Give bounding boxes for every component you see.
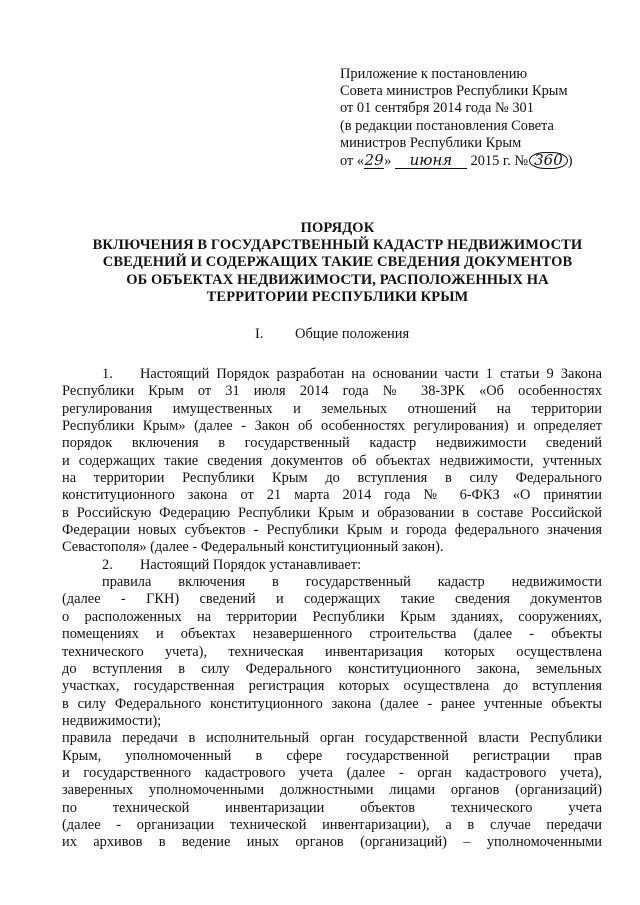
handwritten-month: июня (395, 153, 467, 169)
text-line: участках, государственная регистрация которых осуществлена до вступления (62, 678, 602, 695)
section-title: Общие положения (295, 326, 410, 342)
close-paren: ) (567, 153, 573, 170)
text-line: о расположенных на территории Республики Крым зданиях, сооружениях, (62, 608, 602, 625)
text-line: Крым, уполномоченный в сфере государственной регистрации прав (62, 747, 602, 764)
appendix-line: министров Республики Крым (340, 134, 522, 151)
text-line: регулирования имущественных и земельных отношений на территории (62, 400, 602, 417)
appendix-date-line (340, 152, 610, 170)
text-line: правила передачи в исполнительный орган государственной власти Республики (62, 730, 602, 747)
text-line: 2. Настоящий Порядок устанавливает: (102, 556, 362, 573)
text-line: в силу Федерального конституционного закона (далее - ранее учтенные объекты (62, 695, 602, 712)
handwritten-number: 360 (529, 152, 568, 169)
text-line: технического учета), техническая инвентаризация которых осуществлена (62, 643, 602, 660)
document-body (62, 366, 602, 852)
document-title (60, 220, 615, 306)
text-line: их архивов в ведение иных органов (организаций) – уполномоченными (62, 834, 602, 851)
title-line: ТЕРРИТОРИИ РЕСПУБЛИКИ КРЫМ (206, 288, 469, 305)
paragraph-number: 1. (102, 366, 113, 382)
date-prefix: от « (340, 153, 365, 170)
paragraph-number: 2. (102, 556, 113, 573)
text-line: 1. Настоящий Порядок разработан на основании части 1 статьи 9 Закона (102, 366, 602, 382)
handwritten-day: 29 (364, 151, 384, 170)
text-line: на территории Республики Крым до вступления в силу Федерального (62, 470, 602, 487)
text-line: (далее - ГКН) сведений и содержащих такие сведения документов (62, 591, 602, 608)
text-line: до вступления в силу Федерального конституционного закона, земельных (62, 660, 602, 677)
text-line: конституционного закона от 21 марта 2014 года № 6-ФКЗ «О принятии (62, 487, 602, 504)
text-line: (далее - организации технической инвентаризации), а в случае передачи (62, 816, 602, 833)
year-text: 2015 г. № (470, 153, 529, 170)
paragraph-2 (62, 557, 602, 574)
paragraph-1 (62, 366, 602, 557)
text-line: и государственного кадастрового учета (далее - орган кадастрового учета), (62, 764, 602, 781)
appendix-line: Совета министров Республики Крым (340, 83, 568, 100)
title-line: ВКЛЮЧЕНИЯ В ГОСУДАРСТВЕННЫЙ КАДАСТР НЕДВИЖИМОСТИ (92, 237, 583, 254)
text-line: помещениях и объектах незавершенного строительства (далее - объекты (62, 626, 602, 643)
appendix-line: (в редакции постановления Совета (340, 117, 554, 134)
text-line: в Российскую Федерацию Республики Крым и образовании в составе Российской (62, 504, 602, 521)
text-line: и содержащих такие сведения документов об объектах недвижимости, учтенных (62, 452, 602, 469)
paragraph-3 (62, 574, 602, 730)
title-line: СВЕДЕНИЙ И СОДЕРЖАЩИХ ТАКИЕ СВЕДЕНИЯ ДОКУМЕНТОВ (102, 254, 573, 271)
appendix-line: Приложение к постановлению (340, 66, 528, 82)
text-line: по технической инвентаризации объектов технического учета (62, 799, 602, 816)
paragraph-4 (62, 730, 602, 851)
date-mid: » (384, 153, 392, 170)
text-line: правила включения в государственный кадастр недвижимости (102, 574, 602, 591)
title-line: ПОРЯДОК (300, 220, 375, 236)
title-line: ОБ ОБЪЕКТАХ НЕДВИЖИМОСТИ, РАСПОЛОЖЕННЫХ НА (126, 271, 549, 288)
appendix-header (340, 66, 610, 170)
text-line: недвижимости); (62, 712, 162, 729)
text-line: Федерации новых субъектов - Республики Крым и города федерального значения (62, 522, 602, 539)
text-line: порядок включения в государственный кадастр недвижимости сведений (62, 435, 602, 452)
section-number: I. (255, 326, 264, 342)
text-line: Республики Крым» (далее - Закон об особенностях регулирования) и определяет (62, 418, 602, 435)
text-line: Севастополя» (далее - Федеральный конституционный закон). (62, 539, 444, 556)
text-line: Республики Крым от 31 июля 2014 года № 38-ЗРК «Об особенностях (62, 383, 602, 400)
text-line: заверенных уполномоченными должностными лицами органов (организаций) (62, 782, 602, 799)
appendix-line: от 01 сентября 2014 года № 301 (340, 100, 534, 117)
